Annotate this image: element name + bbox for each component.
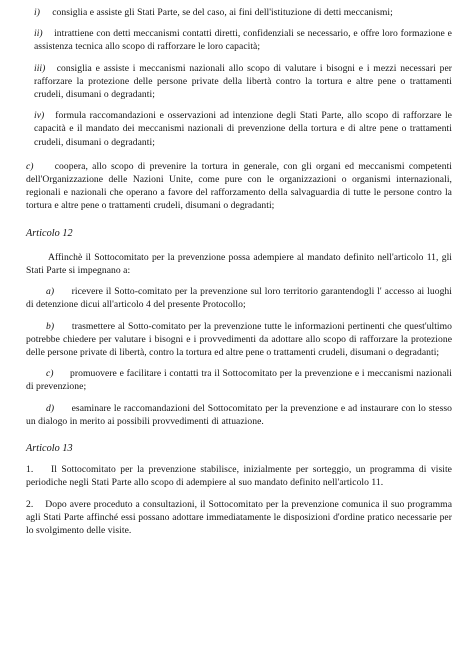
item-i xyxy=(26,6,452,19)
article-13-item-2 xyxy=(26,498,452,538)
item-marker: b) xyxy=(46,320,55,332)
item-marker: 1. xyxy=(26,464,34,476)
article-12-heading: Articolo 12 xyxy=(26,227,73,239)
article-12-item-c xyxy=(26,367,452,393)
item-text: trasmettere al Sotto-comitato per la prevenzione tutte le informazioni pertinenti che quest'ultimo potrebbe chiedere per valutare i bisogni e i provvedimenti da adottare allo scopo di rafforzare la protezione delle persone private di libertà, contro la tortura ed altre pene o trattamenti crudeli, disumani o degradanti; xyxy=(26,320,453,359)
article-12-item-b xyxy=(26,320,452,360)
item-marker: 2. xyxy=(26,498,34,510)
article-12-item-a xyxy=(26,285,452,311)
item-marker: ii) xyxy=(34,28,43,40)
item-marker: c) xyxy=(46,368,54,380)
item-text: consiglia e assiste i meccanismi nazionali allo scopo di valutare i bisogni e i mezzi necessari per rafforzare la protezione delle persone private della libertà contro la tortura e altre pene o trattamenti crudeli, disumani o degradanti; xyxy=(34,62,452,101)
item-text: esaminare le raccomandazioni del Sottocomitato per la prevenzione e ad instaurare con lo stesso un dialogo in merito ai possibili provvedimenti di attuazione. xyxy=(26,402,452,427)
item-marker: d) xyxy=(46,402,55,414)
item-ii xyxy=(26,27,452,53)
item-marker: c) xyxy=(26,160,34,172)
article-13-heading: Articolo 13 xyxy=(26,443,73,455)
document-page xyxy=(26,6,452,537)
item-text: Dopo avere proceduto a consultazioni, il Sottocomitato per la prevenzione comunica il suo programma agli Stati Parte affinché essi possano adottare immediatamente le disposizioni d'ordine pratico necessarie per lo svolgimento delle visite. xyxy=(26,498,452,537)
item-text: formula raccomandazioni e osservazioni ad intenzione degli Stati Parte, allo scopo di rafforzare le capacità e il mandato dei meccanismi nazionali di prevenzione della tortura e di altre pene o trattamenti crudeli, disumani o degradanti; xyxy=(34,110,452,148)
item-text: Il Sottocomitato per la prevenzione stabilisce, inizialmente per sorteggio, un programma di visite periodiche negli Stati Parte allo scopo di adempiere al suo mandato definito nell'articolo 11. xyxy=(26,464,452,489)
article-12-intro: Affinchè il Sottocomitato per la prevenzione possa adempiere al mandato definito nell'articolo 11, gli Stati Parte si impegnano a: xyxy=(26,251,452,277)
item-iii xyxy=(26,62,452,102)
item-marker: i) xyxy=(34,7,40,18)
item-text: promuovere e facilitare i contatti tra il Sottocomitato per la prevenzione e i meccanismi nazionali di prevenzione; xyxy=(26,368,452,393)
item-text: consiglia e assiste gli Stati Parte, se del caso, ai fini dell'istituzione di detti meccanismi; xyxy=(52,7,393,18)
item-text: coopera, allo scopo di prevenire la tortura in generale, con gli organi ed meccanismi competenti dell'Organizzazione delle Nazioni Unite, come pure con le organizzazioni o organismi internazionali, regionali e nazionali che operano a favore del rafforzamento della salvaguardia di tutte le persone contro la tortura e altre pene o trattamenti crudeli, disumani o degradanti; xyxy=(26,160,452,212)
item-iv xyxy=(26,109,452,149)
article-12-item-d xyxy=(26,402,452,428)
item-marker: a) xyxy=(46,286,55,298)
item-marker: iii) xyxy=(34,62,46,74)
item-c-cooperation xyxy=(26,160,452,213)
item-text: ricevere il Sotto-comitato per la prevenzione sul loro territorio garantendogli l' accesso ai luoghi di detenzione dicui all'articolo 4 del presente Protocollo; xyxy=(26,286,452,311)
item-text: intrattiene con detti meccanismi contatti diretti, confidenziali se necessario, e offre loro formazione e assistenza tecnica allo scopo di rafforzare le loro capacità; xyxy=(34,28,452,53)
article-13-item-1 xyxy=(26,463,452,489)
item-marker: iv) xyxy=(34,110,45,122)
